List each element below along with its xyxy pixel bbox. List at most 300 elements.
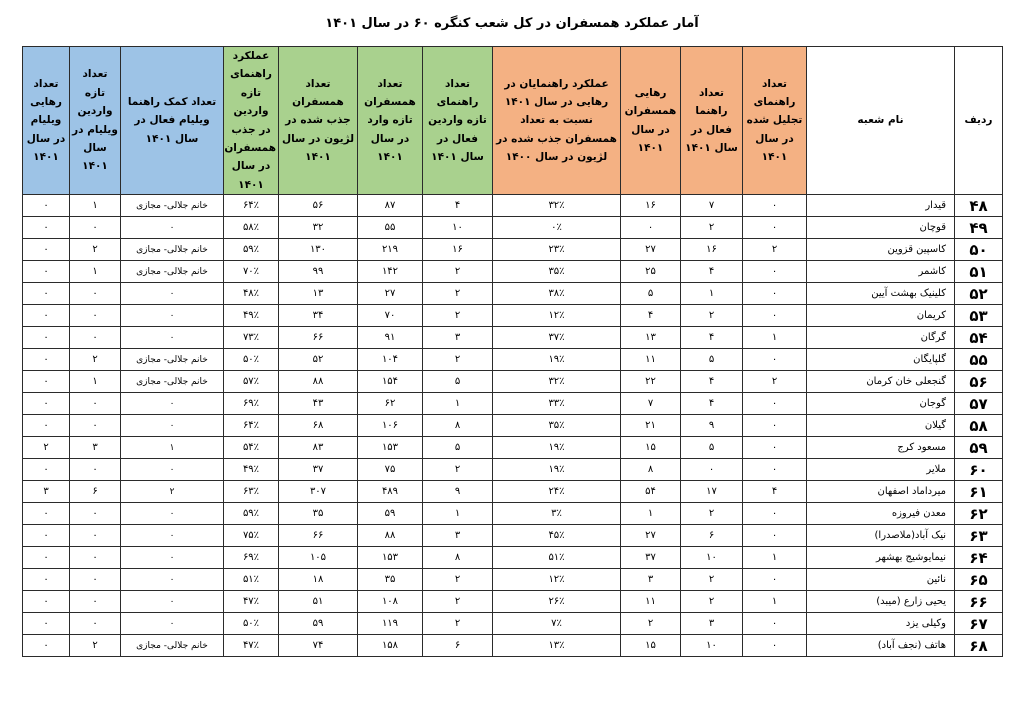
cell-release-performance: ۳۷٪ xyxy=(493,327,621,349)
cell-attracted-companions: ۸۳ xyxy=(279,437,358,459)
cell-attracted-companions: ۳۵ xyxy=(279,503,358,525)
cell-row-number: ۵۴ xyxy=(955,327,1003,349)
cell-active-guides: ۱۰ xyxy=(681,547,743,569)
cell-newcomer-companions: ۲۷ xyxy=(358,283,423,305)
cell-attracted-companions: ۱۰۵ xyxy=(279,547,358,569)
cell-release-performance: ۷٪ xyxy=(493,613,621,635)
cell-attracted-companions: ۵۹ xyxy=(279,613,358,635)
cell-honored-guides: ۲ xyxy=(743,239,807,261)
cell-honored-guides: ۱ xyxy=(743,327,807,349)
cell-honored-guides: ۰ xyxy=(743,437,807,459)
cell-newcomer-companions: ۲۱۹ xyxy=(358,239,423,261)
cell-release-performance: ۳۵٪ xyxy=(493,415,621,437)
cell-newcomer-companions: ۷۰ xyxy=(358,305,423,327)
cell-release-performance: ۱۹٪ xyxy=(493,459,621,481)
cell-william-released: ۰ xyxy=(23,613,70,635)
table-row xyxy=(23,349,1003,371)
cell-active-guides: ۱۰ xyxy=(681,635,743,657)
cell-attraction-performance: ۵۰٪ xyxy=(224,613,279,635)
cell-row-number: ۶۱ xyxy=(955,481,1003,503)
cell-attracted-companions: ۴۳ xyxy=(279,393,358,415)
cell-honored-guides: ۰ xyxy=(743,283,807,305)
column-header: تعداد همسفران تازه وارد در سال ۱۴۰۱ xyxy=(358,47,423,195)
cell-honored-guides: ۱ xyxy=(743,591,807,613)
cell-row-number: ۵۸ xyxy=(955,415,1003,437)
column-header: تعداد راهنما فعال در سال ۱۴۰۱ xyxy=(681,47,743,195)
column-header: عملکرد راهنمای تازه واردین در جذب همسفران در سال ۱۴۰۱ xyxy=(224,47,279,195)
cell-newcomer-companions: ۷۵ xyxy=(358,459,423,481)
cell-attracted-companions: ۷۴ xyxy=(279,635,358,657)
cell-active-newcomer-guides: ۲ xyxy=(423,283,493,305)
cell-active-newcomer-guides: ۸ xyxy=(423,415,493,437)
cell-william-released: ۰ xyxy=(23,547,70,569)
table-row xyxy=(23,481,1003,503)
column-header: تعداد راهنمای تجلیل شده در سال ۱۴۰۱ xyxy=(743,47,807,195)
cell-attracted-companions: ۳۰۷ xyxy=(279,481,358,503)
cell-william-assistant-guide: ۰ xyxy=(121,393,224,415)
cell-attracted-companions: ۱۳۰ xyxy=(279,239,358,261)
cell-william-newcomers: ۱ xyxy=(70,371,121,393)
cell-newcomer-companions: ۶۲ xyxy=(358,393,423,415)
cell-released-companions: ۴ xyxy=(621,305,681,327)
cell-attraction-performance: ۵۷٪ xyxy=(224,371,279,393)
cell-active-newcomer-guides: ۳ xyxy=(423,525,493,547)
table-row xyxy=(23,459,1003,481)
cell-released-companions: ۳۷ xyxy=(621,547,681,569)
column-header: تعداد رهایی ویلیام در سال ۱۴۰۱ xyxy=(23,47,70,195)
cell-release-performance: ۱۹٪ xyxy=(493,349,621,371)
cell-released-companions: ۵ xyxy=(621,283,681,305)
cell-branch-name: هاتف (نجف آباد) xyxy=(807,635,955,657)
cell-william-assistant-guide: خانم جلالی- مجازی xyxy=(121,371,224,393)
cell-released-companions: ۱۵ xyxy=(621,437,681,459)
cell-row-number: ۶۷ xyxy=(955,613,1003,635)
column-header: تعداد همسفران جذب شده در لژیون در سال ۱۴۰۱ xyxy=(279,47,358,195)
cell-attraction-performance: ۶۹٪ xyxy=(224,393,279,415)
cell-active-guides: ۲ xyxy=(681,503,743,525)
cell-honored-guides: ۰ xyxy=(743,415,807,437)
cell-william-released: ۲ xyxy=(23,437,70,459)
cell-active-guides: ۴ xyxy=(681,261,743,283)
cell-william-released: ۰ xyxy=(23,283,70,305)
cell-newcomer-companions: ۹۱ xyxy=(358,327,423,349)
cell-branch-name: گلپایگان xyxy=(807,349,955,371)
cell-william-assistant-guide: ۰ xyxy=(121,547,224,569)
cell-branch-name: گوجان xyxy=(807,393,955,415)
cell-william-assistant-guide: ۰ xyxy=(121,569,224,591)
cell-attracted-companions: ۵۶ xyxy=(279,195,358,217)
cell-newcomer-companions: ۱۰۴ xyxy=(358,349,423,371)
cell-row-number: ۵۰ xyxy=(955,239,1003,261)
cell-honored-guides: ۰ xyxy=(743,195,807,217)
cell-attracted-companions: ۱۸ xyxy=(279,569,358,591)
table-row xyxy=(23,305,1003,327)
cell-william-assistant-guide: خانم جلالی- مجازی xyxy=(121,195,224,217)
cell-attraction-performance: ۵۴٪ xyxy=(224,437,279,459)
cell-honored-guides: ۰ xyxy=(743,503,807,525)
cell-attraction-performance: ۴۸٪ xyxy=(224,283,279,305)
cell-active-guides: ۱۷ xyxy=(681,481,743,503)
cell-william-newcomers: ۶ xyxy=(70,481,121,503)
cell-honored-guides: ۰ xyxy=(743,635,807,657)
cell-honored-guides: ۰ xyxy=(743,459,807,481)
cell-attraction-performance: ۷۰٪ xyxy=(224,261,279,283)
table-row xyxy=(23,437,1003,459)
cell-branch-name: یحیی زارع (میبد) xyxy=(807,591,955,613)
cell-attraction-performance: ۵۹٪ xyxy=(224,503,279,525)
cell-newcomer-companions: ۱۰۸ xyxy=(358,591,423,613)
cell-william-released: ۰ xyxy=(23,635,70,657)
cell-william-assistant-guide: ۰ xyxy=(121,283,224,305)
table-row xyxy=(23,217,1003,239)
table-row xyxy=(23,547,1003,569)
cell-active-guides: ۲ xyxy=(681,305,743,327)
cell-attraction-performance: ۶۴٪ xyxy=(224,195,279,217)
cell-honored-guides: ۰ xyxy=(743,393,807,415)
cell-released-companions: ۷ xyxy=(621,393,681,415)
cell-branch-name: معدن فیروزه xyxy=(807,503,955,525)
cell-active-newcomer-guides: ۸ xyxy=(423,547,493,569)
cell-william-newcomers: ۰ xyxy=(70,283,121,305)
cell-william-newcomers: ۲ xyxy=(70,349,121,371)
cell-released-companions: ۱ xyxy=(621,503,681,525)
cell-row-number: ۵۲ xyxy=(955,283,1003,305)
column-header: عملکرد راهنمایان در رهایی در سال ۱۴۰۱ نسبت به تعداد همسفران جذب شده در لژیون در سال ۱۴۰۰ xyxy=(493,47,621,195)
cell-released-companions: ۲۷ xyxy=(621,525,681,547)
cell-william-assistant-guide: ۰ xyxy=(121,415,224,437)
cell-row-number: ۵۷ xyxy=(955,393,1003,415)
cell-honored-guides: ۲ xyxy=(743,371,807,393)
cell-attraction-performance: ۷۵٪ xyxy=(224,525,279,547)
cell-release-performance: ۳۵٪ xyxy=(493,261,621,283)
cell-attracted-companions: ۶۸ xyxy=(279,415,358,437)
cell-william-newcomers: ۱ xyxy=(70,195,121,217)
cell-william-released: ۳ xyxy=(23,481,70,503)
cell-william-assistant-guide: ۰ xyxy=(121,217,224,239)
cell-active-guides: ۴ xyxy=(681,327,743,349)
cell-released-companions: ۸ xyxy=(621,459,681,481)
cell-branch-name: ملایر xyxy=(807,459,955,481)
cell-active-guides: ۲ xyxy=(681,217,743,239)
cell-active-guides: ۱۶ xyxy=(681,239,743,261)
cell-row-number: ۵۱ xyxy=(955,261,1003,283)
cell-active-guides: ۲ xyxy=(681,569,743,591)
cell-william-released: ۰ xyxy=(23,525,70,547)
cell-branch-name: کریمان xyxy=(807,305,955,327)
table-row xyxy=(23,371,1003,393)
cell-honored-guides: ۰ xyxy=(743,305,807,327)
cell-released-companions: ۰ xyxy=(621,217,681,239)
table-row xyxy=(23,195,1003,217)
table-row xyxy=(23,525,1003,547)
cell-active-newcomer-guides: ۱۶ xyxy=(423,239,493,261)
cell-release-performance: ۱۳٪ xyxy=(493,635,621,657)
cell-honored-guides: ۴ xyxy=(743,481,807,503)
table-row xyxy=(23,591,1003,613)
cell-attraction-performance: ۴۹٪ xyxy=(224,305,279,327)
cell-attraction-performance: ۴۷٪ xyxy=(224,635,279,657)
cell-william-released: ۰ xyxy=(23,569,70,591)
cell-active-guides: ۷ xyxy=(681,195,743,217)
cell-branch-name: کلینیک بهشت آیین xyxy=(807,283,955,305)
table-row xyxy=(23,569,1003,591)
cell-william-assistant-guide: خانم جلالی- مجازی xyxy=(121,635,224,657)
cell-attraction-performance: ۶۴٪ xyxy=(224,415,279,437)
cell-row-number: ۶۵ xyxy=(955,569,1003,591)
cell-branch-name: گنجعلی خان کرمان xyxy=(807,371,955,393)
cell-active-newcomer-guides: ۱ xyxy=(423,393,493,415)
cell-active-newcomer-guides: ۲ xyxy=(423,569,493,591)
cell-william-newcomers: ۰ xyxy=(70,591,121,613)
cell-william-released: ۰ xyxy=(23,217,70,239)
cell-william-released: ۰ xyxy=(23,261,70,283)
cell-branch-name: قیدار xyxy=(807,195,955,217)
cell-william-assistant-guide: خانم جلالی- مجازی xyxy=(121,239,224,261)
cell-honored-guides: ۰ xyxy=(743,349,807,371)
cell-william-released: ۰ xyxy=(23,459,70,481)
cell-attracted-companions: ۵۱ xyxy=(279,591,358,613)
cell-newcomer-companions: ۳۵ xyxy=(358,569,423,591)
cell-release-performance: ۴۵٪ xyxy=(493,525,621,547)
page-title: آمار عملکرد همسفران در کل شعب کنگره ۶۰ در سال ۱۴۰۱ xyxy=(325,16,699,31)
cell-row-number: ۶۴ xyxy=(955,547,1003,569)
cell-release-performance: ۳۸٪ xyxy=(493,283,621,305)
cell-row-number: ۵۵ xyxy=(955,349,1003,371)
column-header: رهایی همسفران در سال ۱۴۰۱ xyxy=(621,47,681,195)
cell-william-newcomers: ۰ xyxy=(70,327,121,349)
cell-william-released: ۰ xyxy=(23,349,70,371)
table-row xyxy=(23,503,1003,525)
cell-row-number: ۴۸ xyxy=(955,195,1003,217)
column-header: تعداد کمک راهنما ویلیام فعال در سال ۱۴۰۱ xyxy=(121,47,224,195)
cell-branch-name: قوچان xyxy=(807,217,955,239)
cell-active-guides: ۱ xyxy=(681,283,743,305)
table-row xyxy=(23,239,1003,261)
cell-william-released: ۰ xyxy=(23,239,70,261)
cell-william-assistant-guide: خانم جلالی- مجازی xyxy=(121,349,224,371)
cell-row-number: ۵۳ xyxy=(955,305,1003,327)
cell-william-newcomers: ۲ xyxy=(70,635,121,657)
cell-william-newcomers: ۰ xyxy=(70,569,121,591)
cell-newcomer-companions: ۱۱۹ xyxy=(358,613,423,635)
cell-released-companions: ۱۶ xyxy=(621,195,681,217)
cell-row-number: ۶۸ xyxy=(955,635,1003,657)
cell-newcomer-companions: ۸۸ xyxy=(358,525,423,547)
cell-active-newcomer-guides: ۵ xyxy=(423,371,493,393)
cell-release-performance: ۳٪ xyxy=(493,503,621,525)
cell-active-guides: ۳ xyxy=(681,613,743,635)
cell-active-newcomer-guides: ۲ xyxy=(423,459,493,481)
cell-attraction-performance: ۶۹٪ xyxy=(224,547,279,569)
cell-active-newcomer-guides: ۵ xyxy=(423,437,493,459)
cell-attracted-companions: ۱۳ xyxy=(279,283,358,305)
cell-released-companions: ۲۱ xyxy=(621,415,681,437)
cell-william-released: ۰ xyxy=(23,195,70,217)
cell-newcomer-companions: ۱۰۶ xyxy=(358,415,423,437)
cell-honored-guides: ۰ xyxy=(743,569,807,591)
column-header: نام شعبه xyxy=(807,47,955,195)
cell-active-newcomer-guides: ۲ xyxy=(423,613,493,635)
cell-release-performance: ۲۶٪ xyxy=(493,591,621,613)
cell-released-companions: ۱۵ xyxy=(621,635,681,657)
cell-william-assistant-guide: ۱ xyxy=(121,437,224,459)
cell-release-performance: ۰٪ xyxy=(493,217,621,239)
cell-active-newcomer-guides: ۱۰ xyxy=(423,217,493,239)
table-body xyxy=(23,195,1003,657)
cell-release-performance: ۳۲٪ xyxy=(493,371,621,393)
cell-attracted-companions: ۳۴ xyxy=(279,305,358,327)
cell-william-assistant-guide: ۰ xyxy=(121,503,224,525)
cell-active-newcomer-guides: ۶ xyxy=(423,635,493,657)
cell-newcomer-companions: ۵۹ xyxy=(358,503,423,525)
cell-newcomer-companions: ۱۴۲ xyxy=(358,261,423,283)
cell-newcomer-companions: ۱۵۳ xyxy=(358,547,423,569)
cell-william-newcomers: ۰ xyxy=(70,503,121,525)
cell-william-released: ۰ xyxy=(23,393,70,415)
cell-attraction-performance: ۵۰٪ xyxy=(224,349,279,371)
cell-released-companions: ۵۴ xyxy=(621,481,681,503)
cell-released-companions: ۳ xyxy=(621,569,681,591)
cell-release-performance: ۱۲٪ xyxy=(493,305,621,327)
cell-attraction-performance: ۵۹٪ xyxy=(224,239,279,261)
cell-row-number: ۶۳ xyxy=(955,525,1003,547)
cell-row-number: ۶۰ xyxy=(955,459,1003,481)
cell-attraction-performance: ۴۹٪ xyxy=(224,459,279,481)
cell-active-newcomer-guides: ۳ xyxy=(423,327,493,349)
cell-william-assistant-guide: ۲ xyxy=(121,481,224,503)
cell-released-companions: ۱۳ xyxy=(621,327,681,349)
cell-william-newcomers: ۳ xyxy=(70,437,121,459)
cell-release-performance: ۲۴٪ xyxy=(493,481,621,503)
cell-row-number: ۶۲ xyxy=(955,503,1003,525)
cell-released-companions: ۲۵ xyxy=(621,261,681,283)
cell-branch-name: کاسپین قزوین xyxy=(807,239,955,261)
cell-william-newcomers: ۰ xyxy=(70,613,121,635)
cell-active-guides: ۲ xyxy=(681,591,743,613)
cell-release-performance: ۱۲٪ xyxy=(493,569,621,591)
cell-honored-guides: ۰ xyxy=(743,613,807,635)
cell-branch-name: نیمایوشیج بهشهر xyxy=(807,547,955,569)
cell-row-number: ۵۹ xyxy=(955,437,1003,459)
cell-attracted-companions: ۵۲ xyxy=(279,349,358,371)
cell-active-newcomer-guides: ۲ xyxy=(423,305,493,327)
cell-honored-guides: ۱ xyxy=(743,547,807,569)
cell-attraction-performance: ۴۷٪ xyxy=(224,591,279,613)
cell-row-number: ۶۶ xyxy=(955,591,1003,613)
cell-william-newcomers: ۰ xyxy=(70,393,121,415)
cell-branch-name: میرداماد اصفهان xyxy=(807,481,955,503)
cell-newcomer-companions: ۱۵۸ xyxy=(358,635,423,657)
cell-attracted-companions: ۳۲ xyxy=(279,217,358,239)
cell-newcomer-companions: ۴۸۹ xyxy=(358,481,423,503)
table-row xyxy=(23,261,1003,283)
cell-released-companions: ۲۷ xyxy=(621,239,681,261)
cell-release-performance: ۵۱٪ xyxy=(493,547,621,569)
cell-active-newcomer-guides: ۲ xyxy=(423,591,493,613)
cell-william-newcomers: ۰ xyxy=(70,415,121,437)
table-row xyxy=(23,327,1003,349)
cell-newcomer-companions: ۱۵۳ xyxy=(358,437,423,459)
cell-william-assistant-guide: ۰ xyxy=(121,525,224,547)
cell-william-assistant-guide: ۰ xyxy=(121,305,224,327)
cell-newcomer-companions: ۸۷ xyxy=(358,195,423,217)
cell-active-newcomer-guides: ۲ xyxy=(423,261,493,283)
cell-active-newcomer-guides: ۱ xyxy=(423,503,493,525)
cell-row-number: ۴۹ xyxy=(955,217,1003,239)
cell-active-guides: ۰ xyxy=(681,459,743,481)
cell-william-released: ۰ xyxy=(23,503,70,525)
cell-released-companions: ۱۱ xyxy=(621,591,681,613)
cell-attraction-performance: ۵۱٪ xyxy=(224,569,279,591)
cell-active-guides: ۵ xyxy=(681,349,743,371)
cell-released-companions: ۲۲ xyxy=(621,371,681,393)
cell-branch-name: وکیلی یزد xyxy=(807,613,955,635)
cell-active-guides: ۶ xyxy=(681,525,743,547)
cell-active-newcomer-guides: ۲ xyxy=(423,349,493,371)
cell-branch-name: نیک آباد(ملاصدرا) xyxy=(807,525,955,547)
cell-release-performance: ۳۲٪ xyxy=(493,195,621,217)
cell-newcomer-companions: ۱۵۴ xyxy=(358,371,423,393)
cell-william-released: ۰ xyxy=(23,327,70,349)
cell-william-assistant-guide: ۰ xyxy=(121,327,224,349)
table-row xyxy=(23,635,1003,657)
cell-attracted-companions: ۳۷ xyxy=(279,459,358,481)
cell-william-newcomers: ۲ xyxy=(70,239,121,261)
cell-william-newcomers: ۱ xyxy=(70,261,121,283)
cell-row-number: ۵۶ xyxy=(955,371,1003,393)
table-header-row xyxy=(23,47,1003,195)
cell-released-companions: ۲ xyxy=(621,613,681,635)
column-header: ردیف xyxy=(955,47,1003,195)
table-row xyxy=(23,415,1003,437)
cell-branch-name: کاشمر xyxy=(807,261,955,283)
cell-branch-name: نائین xyxy=(807,569,955,591)
table-row xyxy=(23,393,1003,415)
cell-william-newcomers: ۰ xyxy=(70,547,121,569)
cell-william-newcomers: ۰ xyxy=(70,305,121,327)
cell-attracted-companions: ۶۶ xyxy=(279,327,358,349)
cell-attracted-companions: ۸۸ xyxy=(279,371,358,393)
cell-william-released: ۰ xyxy=(23,371,70,393)
cell-attraction-performance: ۷۳٪ xyxy=(224,327,279,349)
cell-branch-name: مسعود کرج xyxy=(807,437,955,459)
cell-william-released: ۰ xyxy=(23,305,70,327)
cell-active-guides: ۹ xyxy=(681,415,743,437)
column-header: تعداد راهنمای تازه واردین فعال در سال ۱۴۰۱ xyxy=(423,47,493,195)
table-row xyxy=(23,613,1003,635)
table-row xyxy=(23,283,1003,305)
cell-active-guides: ۴ xyxy=(681,393,743,415)
cell-newcomer-companions: ۵۵ xyxy=(358,217,423,239)
cell-active-guides: ۴ xyxy=(681,371,743,393)
cell-released-companions: ۱۱ xyxy=(621,349,681,371)
cell-release-performance: ۱۹٪ xyxy=(493,437,621,459)
cell-active-guides: ۵ xyxy=(681,437,743,459)
cell-william-assistant-guide: خانم جلالی- مجازی xyxy=(121,261,224,283)
cell-attracted-companions: ۶۶ xyxy=(279,525,358,547)
cell-active-newcomer-guides: ۴ xyxy=(423,195,493,217)
cell-branch-name: گیلان xyxy=(807,415,955,437)
cell-release-performance: ۲۳٪ xyxy=(493,239,621,261)
cell-honored-guides: ۰ xyxy=(743,525,807,547)
cell-attraction-performance: ۶۳٪ xyxy=(224,481,279,503)
cell-william-newcomers: ۰ xyxy=(70,525,121,547)
cell-william-assistant-guide: ۰ xyxy=(121,591,224,613)
cell-attraction-performance: ۵۸٪ xyxy=(224,217,279,239)
cell-branch-name: گرگان xyxy=(807,327,955,349)
cell-release-performance: ۳۳٪ xyxy=(493,393,621,415)
cell-william-assistant-guide: ۰ xyxy=(121,613,224,635)
